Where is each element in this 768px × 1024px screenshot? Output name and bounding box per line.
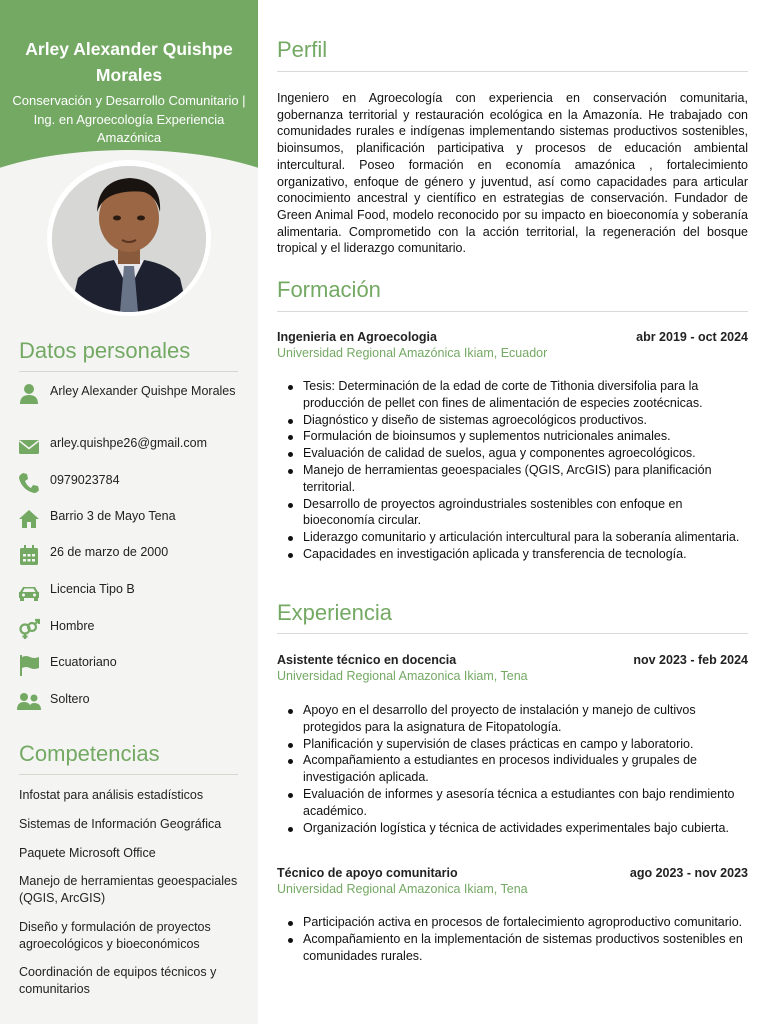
list-item: Participación activa en procesos de fortalecimiento agroproductivo comunitario. [277, 914, 748, 931]
list-item: Acompañamiento en la implementación de sistemas productivos sostenibles en comunidades rurales. [277, 931, 748, 965]
skill-item: Manejo de herramientas geoespaciales (QGIS, ArcGIS) [19, 874, 238, 905]
candidate-name: Arley Alexander Quishpe Morales [25, 39, 233, 85]
list-item: Evaluación de calidad de suelos, agua y componentes agroecológicos. [277, 445, 748, 462]
skill-item: Paquete Microsoft Office [19, 846, 156, 860]
personal-row-name [0, 383, 258, 419]
portrait-illustration [52, 166, 206, 312]
list-item: Manejo de herramientas geoespaciales (QGIS, ArcGIS) para planificación territorial. [277, 462, 748, 496]
job-bullets [277, 914, 748, 964]
list-item: Planificación y supervisión de clases prácticas en campo y laboratorio. [277, 736, 748, 753]
personal-row-address [0, 508, 258, 544]
list-item: Desarrollo de proyectos agroindustriales sostenibles con enfoque en bioeconomía circular. [277, 496, 748, 530]
personal-data-divider [19, 371, 238, 372]
profile-title: Perfil [277, 37, 328, 62]
list-item: Acompañamiento a estudiantes en procesos individuales y grupales de investigación aplicada. [277, 752, 748, 786]
personal-birthdate-text: 26 de marzo de 2000 [50, 545, 169, 559]
person-icon [18, 383, 40, 405]
personal-row-nationality [0, 654, 258, 690]
personal-name-text: Arley Alexander Quishpe Morales [50, 384, 236, 398]
education-date: abr 2019 - oct 2024 [636, 330, 748, 344]
list-item: Tesis: Determinación de la edad de corte de Tithonia diversifolia para la producción de pellet con fines de alimentación de especies zootécnicas. [277, 378, 748, 412]
list-item: Organización logística y técnica de actividades experimentales bajo cubierta. [277, 820, 748, 837]
personal-data-title: Datos personales [19, 338, 191, 363]
education-divider [277, 311, 748, 312]
personal-license-text: Licencia Tipo B [50, 582, 135, 596]
flag-icon [18, 654, 40, 676]
couple-icon [16, 691, 42, 713]
experience-title: Experiencia [277, 600, 392, 625]
personal-nationality-text: Ecuatoriano [50, 655, 117, 669]
skill-item: Sistemas de Información Geográfica [19, 817, 222, 831]
phone-icon [18, 472, 40, 494]
skill-item: Infostat para análisis estadísticos [19, 788, 204, 802]
job-title: Técnico de apoyo comunitario [277, 866, 458, 880]
personal-address-text: Barrio 3 de Mayo Tena [50, 509, 176, 523]
personal-civil-status-text: Soltero [50, 692, 90, 706]
education-degree: Ingenieria en Agroecologia [277, 330, 437, 344]
education-title: Formación [277, 277, 381, 302]
profile-photo [52, 166, 206, 312]
job-title: Asistente técnico en docencia [277, 653, 457, 667]
candidate-subtitle: Conservación y Desarrollo Comunitario | Ing. en Agroecología Experiencia Amazónica [12, 93, 246, 145]
job-organization: Universidad Regional Amazonica Ikiam, Tena [277, 669, 528, 683]
car-icon [18, 581, 40, 603]
job-date: nov 2023 - feb 2024 [633, 653, 748, 667]
list-item: Liderazgo comunitario y articulación intercultural para la soberanía alimentaria. [277, 529, 748, 546]
gender-icon [18, 618, 40, 640]
profile-text: Ingeniero en Agroecología con experiencia en conservación comunitaria, gobernanza territorial y restauración ecológica en la Amazonía. He trabajado con comunidades rurales e indígenas implementando sistemas productivos sostenibles, bioinsumos, planificación participativa y procesos de educación ambiental intercultural. Poseo formación en economía amazónica , fortalecimiento organizativo, enfoque de género y juventud, así como capacidades para articular conocimiento ancestral y científico en estrategias de conservación. Fundador de Green Animal Food, modelo reconocido por su impacto en bioeconomía y soberanía alimentaria. Comprometido con la acción territorial, la regeneración del bosque tropical y el liderazgo comunitario. [277, 91, 748, 256]
education-institution: Universidad Regional Amazónica Ikiam, Ecuador [277, 346, 548, 360]
personal-row-email [0, 435, 258, 471]
email-icon [18, 436, 40, 458]
personal-row-license [0, 581, 258, 617]
skill-item: Diseño y formulación de proyectos agroecológicos y bioeconómicos [19, 920, 211, 951]
skills-title: Competencias [19, 741, 160, 766]
list-item: Evaluación de informes y asesoría técnica a estudiantes con bajo rendimiento académico. [277, 786, 748, 820]
list-item: Formulación de bioinsumos y suplementos nutricionales animales. [277, 428, 748, 445]
experience-divider [277, 633, 748, 634]
personal-row-birthdate [0, 544, 258, 580]
list-item: Capacidades en investigación aplicada y transferencia de tecnología. [277, 546, 748, 563]
education-bullets [277, 378, 748, 563]
skills-divider [19, 774, 238, 775]
home-icon [18, 508, 40, 530]
personal-phone-text: 0979023784 [50, 473, 120, 487]
list-item: Diagnóstico y diseño de sistemas agroecológicos productivos. [277, 412, 748, 429]
personal-row-gender [0, 618, 258, 654]
job-bullets [277, 702, 748, 836]
personal-row-civil-status [0, 691, 258, 727]
calendar-icon [18, 544, 40, 566]
list-item: Apoyo en el desarrollo del proyecto de instalación y manejo de cultivos protegidos para la asignatura de Fitopatología. [277, 702, 748, 736]
personal-gender-text: Hombre [50, 619, 95, 633]
job-organization: Universidad Regional Amazonica Ikiam, Tena [277, 882, 528, 896]
sidebar [0, 0, 258, 1024]
personal-row-phone [0, 472, 258, 508]
profile-divider [277, 71, 748, 72]
job-date: ago 2023 - nov 2023 [629, 866, 748, 880]
personal-email-text: arley.quishpe26@gmail.com [50, 436, 207, 450]
skill-item: Coordinación de equipos técnicos y comunitarios [19, 965, 217, 996]
